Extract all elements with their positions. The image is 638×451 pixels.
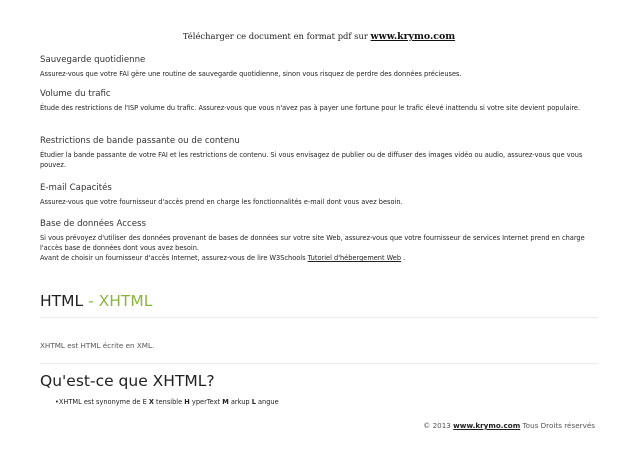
question-heading: Qu'est-ce que XHTML? [40,372,215,390]
bullet-letter: H [184,398,190,406]
section-backup [40,55,600,79]
bullet-letter: X [148,398,154,406]
note-suffix: . [401,254,406,263]
heading-accent: - XHTML [83,292,153,310]
section-bandwidth [40,136,600,170]
xhtml-definition-bullet [55,398,279,406]
section-title: Base de données Access [40,219,146,229]
section-title: Restrictions de bande passante ou de contenu [40,136,240,146]
divider [40,363,598,364]
bullet-text: •XHTML est synonyme de E [55,398,149,406]
section-email [40,183,600,207]
section-paragraph: Étude des restrictions de l'ISP volume du trafic. Assurez-vous que vous n'avez pas à payer une fortune pour le trafic élevé inattendu si votre site devient populaire. [40,104,581,112]
divider [40,317,598,318]
footer-site-link[interactable]: www.krymo.com [453,421,521,430]
note-text: Avant de choisir un fournisseur d'accès Internet, assurez-vous de lire W3Schools [40,254,308,263]
section-title: Volume du trafic [40,89,111,99]
heading-main: HTML [40,292,84,310]
xhtml-description: XHTML est HTML écrite en XML. [40,341,155,350]
hosting-tutorial-link[interactable]: Tutoriel d'hébergement Web [307,254,402,263]
bullet-text: tensible [153,398,185,406]
footer-copyright [423,421,595,430]
download-banner [0,31,638,42]
footer-text: © 2013 [423,421,454,430]
section-body [40,150,600,170]
section-body [40,69,600,79]
section-paragraph: Assurez-vous que votre FAI gère une routine de sauvegarde quotidienne, sinon vous risquez de perdre des données précieuses. [40,70,462,78]
bullet-letter: L [251,398,256,406]
section-body [40,197,600,207]
bullet-text: yperText [189,398,223,406]
section-title: E-mail Capacités [40,183,112,193]
section-note [40,253,600,263]
section-paragraph: Assurez-vous que votre fournisseur d'accès prend en charge les fonctionnalités e-mail dont vous avez besoin. [40,198,403,206]
bullet-letter: M [222,398,229,406]
section-title: Sauvegarde quotidienne [40,55,146,65]
section-paragraph: Étudier la bande passante de votre FAI et les restrictions de contenu. Si vous envisagez de publier ou de diffuser des images vidéo ou audio, assurez-vous que vous pouvez. [40,151,583,170]
footer-text: Tous Droits réservés [520,421,595,430]
html-xhtml-heading [40,292,152,310]
section-body [40,103,600,113]
banner-site-link[interactable]: www.krymo.com [370,31,456,42]
banner-text: Télécharger ce document en format pdf sur [182,31,371,41]
bullet-text: arkup [228,398,252,406]
section-paragraph: Si vous prévoyez d'utiliser des données provenant de bases de données sur votre site Web, assurez-vous que votre fournisseur de services Internet prend en charge l'accès base de données dont vous avez besoin. [40,234,585,253]
section-body [40,233,600,264]
section-database [40,219,600,264]
bullet-text: angue [255,398,279,406]
section-traffic [40,89,600,113]
